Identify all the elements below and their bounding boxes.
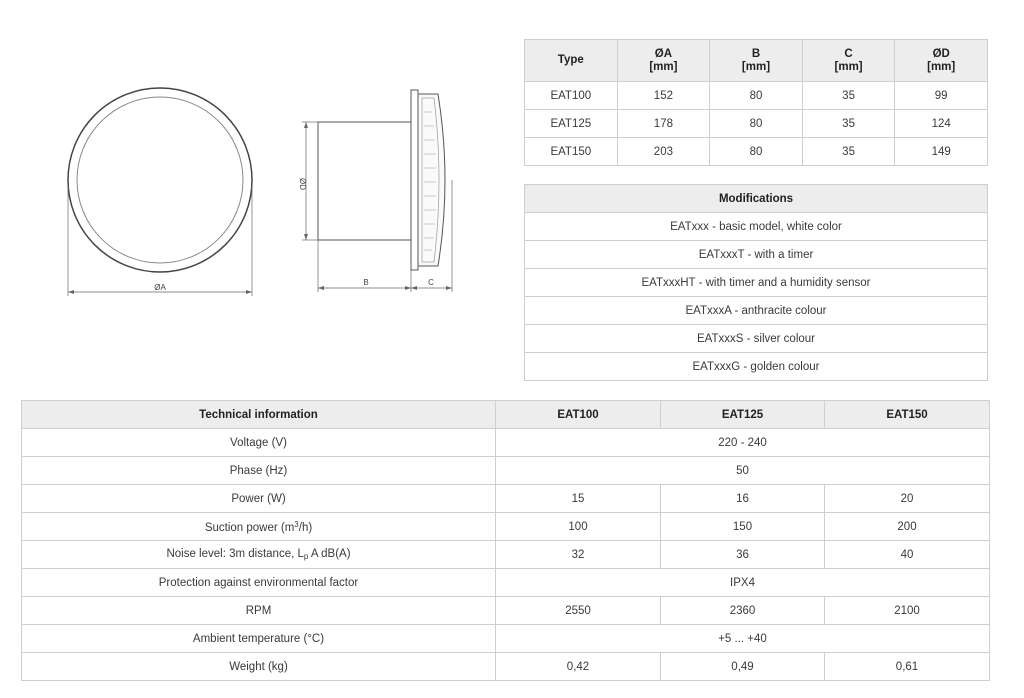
label-c: C — [428, 278, 434, 287]
technical-information-table — [21, 400, 990, 681]
label-voltage: Voltage (V) — [22, 429, 496, 457]
modifications-header-row — [525, 185, 988, 213]
cell-b: 80 — [710, 138, 803, 166]
list-item — [525, 297, 988, 325]
row-weight — [22, 653, 990, 681]
cell-type: EAT100 — [525, 82, 618, 110]
list-item — [525, 241, 988, 269]
col-eat125: EAT125 — [661, 401, 825, 429]
value-power-eat150: 20 — [825, 485, 990, 513]
cell-dia-d: 124 — [895, 110, 988, 138]
cell-type: EAT125 — [525, 110, 618, 138]
label-phase: Phase (Hz) — [22, 457, 496, 485]
modifications-title: Modifications — [525, 185, 988, 213]
row-ambient-temperature — [22, 625, 990, 653]
row-voltage — [22, 429, 990, 457]
modifications-table — [524, 184, 988, 381]
row-suction — [22, 513, 990, 541]
value-suction-eat125: 150 — [661, 513, 825, 541]
value-rpm-eat100: 2550 — [496, 597, 661, 625]
modification-anthracite: EATxxxA - anthracite colour — [525, 297, 988, 325]
value-noise-eat150: 40 — [825, 541, 990, 569]
col-c: C [mm] — [802, 40, 895, 82]
value-weight-eat100: 0,42 — [496, 653, 661, 681]
row-phase — [22, 457, 990, 485]
label-dia-a: ØA — [154, 283, 166, 292]
cell-b: 80 — [710, 82, 803, 110]
label-suction: Suction power $(m^3/h)$ — [22, 513, 496, 541]
value-noise-eat125: 36 — [661, 541, 825, 569]
value-voltage: 220 - 240 — [496, 429, 990, 457]
modification-basic: EATxxx - basic model, white color — [525, 213, 988, 241]
modification-timer: EATxxxT - with a timer — [525, 241, 988, 269]
cell-b: 80 — [710, 110, 803, 138]
value-weight-eat150: 0,61 — [825, 653, 990, 681]
label-weight: Weight (kg) — [22, 653, 496, 681]
value-rpm-eat125: 2360 — [661, 597, 825, 625]
dimensions-header-row — [525, 40, 988, 82]
col-technical-information: Technical information — [22, 401, 496, 429]
col-dia-d: ØD [mm] — [895, 40, 988, 82]
cell-dia-a: 152 — [617, 82, 710, 110]
value-ambient-temperature: +5 ... +40 — [496, 625, 990, 653]
value-weight-eat125: 0,49 — [661, 653, 825, 681]
table-row — [525, 110, 988, 138]
label-power: Power (W) — [22, 485, 496, 513]
modification-humidity: EATxxxHT - with timer and a humidity sensor — [525, 269, 988, 297]
modification-silver: EATxxxS - silver colour — [525, 325, 988, 353]
col-b: B [mm] — [710, 40, 803, 82]
table-row — [525, 138, 988, 166]
modification-golden: EATxxxG - golden colour — [525, 353, 988, 381]
cell-c: 35 — [802, 110, 895, 138]
value-suction-eat150: 200 — [825, 513, 990, 541]
list-item — [525, 213, 988, 241]
list-item — [525, 353, 988, 381]
row-noise — [22, 541, 990, 569]
label-protection: Protection against environmental factor — [22, 569, 496, 597]
cell-type: EAT150 — [525, 138, 618, 166]
row-rpm — [22, 597, 990, 625]
row-power — [22, 485, 990, 513]
col-type: Type — [525, 40, 618, 82]
technical-header-row — [22, 401, 990, 429]
value-noise-eat100: 32 — [496, 541, 661, 569]
value-phase: 50 — [496, 457, 990, 485]
list-item — [525, 325, 988, 353]
cell-c: 35 — [802, 82, 895, 110]
value-protection: IPX4 — [496, 569, 990, 597]
label-rpm: RPM — [22, 597, 496, 625]
value-power-eat125: 16 — [661, 485, 825, 513]
value-suction-eat100: 100 — [496, 513, 661, 541]
cell-c: 35 — [802, 138, 895, 166]
col-eat100: EAT100 — [496, 401, 661, 429]
front-view — [68, 88, 252, 296]
cell-dia-a: 178 — [617, 110, 710, 138]
table-row — [525, 82, 988, 110]
list-item — [525, 269, 988, 297]
col-dia-a: ØA [mm] — [617, 40, 710, 82]
cell-dia-a: 203 — [617, 138, 710, 166]
label-dia-d: ØD — [298, 178, 307, 190]
label-noise: Noise level: 3m distance, $L_p$ A dB(A) — [22, 541, 496, 569]
cell-dia-d: 149 — [895, 138, 988, 166]
dimensions-table — [524, 39, 988, 166]
fan-technical-drawing — [0, 0, 520, 320]
label-b: B — [363, 278, 369, 287]
col-eat150: EAT150 — [825, 401, 990, 429]
cell-dia-d: 99 — [895, 82, 988, 110]
label-ambient-temperature: Ambient temperature (°C) — [22, 625, 496, 653]
side-view — [298, 90, 452, 292]
row-protection — [22, 569, 990, 597]
value-rpm-eat150: 2100 — [825, 597, 990, 625]
value-power-eat100: 15 — [496, 485, 661, 513]
